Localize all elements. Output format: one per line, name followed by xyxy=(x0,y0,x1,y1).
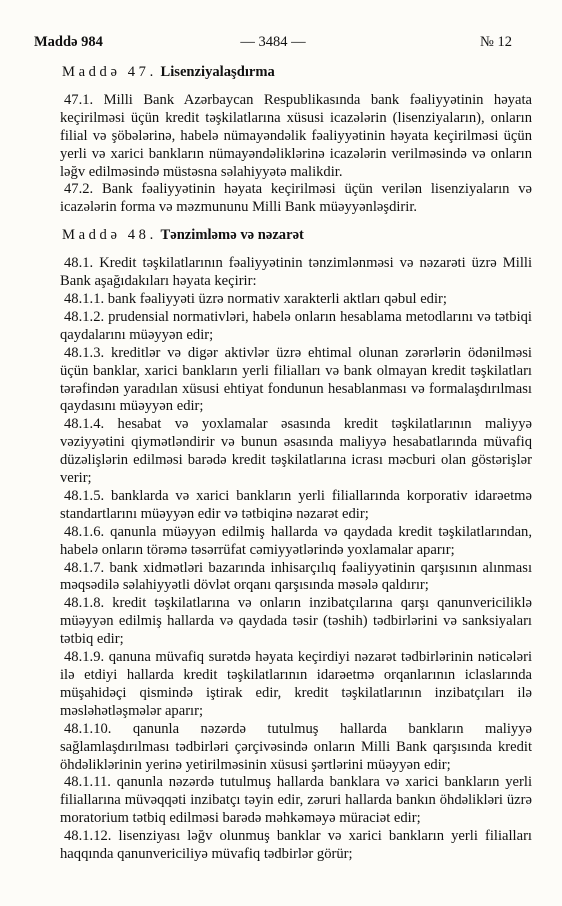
header-article-number: Maddə 984 xyxy=(34,34,103,50)
document-body xyxy=(60,64,532,864)
paragraph-48-1: 48.1. Kredit təşkilatlarının fəaliyyətinin tənzimlənməsi və nəzarəti üzrə Milli Bank aşağıdakıları həyata keçirir: xyxy=(60,255,532,290)
paragraph-48-1-9: 48.1.9. qanuna müvafiq surətdə həyata keçirdiyi nəzarət tədbirlərinin nəticələri ilə etdiyi hallarda kredit təşkilatlarının idarəetmə orqanlarının iclaslarında müşahidəçi qismində iştirak edir, kredit təşkilatlarının inzibatçıları ilə məsləhətləşmələr aparır; xyxy=(60,649,532,719)
paragraph-48-1-6: 48.1.6. qanunla müəyyən edilmiş hallarda və qaydada kredit təşkilatlarından, habelə onların törəmə təsərrüfat cəmiyyətlərində yoxlamalar aparır; xyxy=(60,523,532,558)
paragraph-48-1-4: 48.1.4. hesabat və yoxlamalar əsasında kredit təşkilatlarının maliyyə vəziyyətini qiymətləndirir və bunun əsasında maliyyə hesabatlarında müvafiq düzəlişlərin edilməsi barədə kredit təşkilatlarına icrası məcburi olan göstərişlər verir; xyxy=(60,416,532,487)
paragraph-47-1: 47.1. Milli Bank Azərbaycan Respublikasında bank fəaliyyətinin həyata keçirilməsi üçün kredit təşkilatlarına xüsusi icazələrin (lisenziyaların), onların filial və şöbələrinə, habelə nümayəndəlik fəaliyyətinin həyata keçirilməsi üçün yerli və xarici bankların nümayəndəliklərinə icazələrin verilməsində və onların ləğv edilməsində müstəsna səlahiyyətə malikdir. xyxy=(60,91,532,180)
paragraph-48-1-1: 48.1.1. bank fəaliyyəti üzrə normativ xarakterli aktları qəbul edir; xyxy=(64,290,447,307)
paragraph-48-1-3: 48.1.3. kreditlər və digər aktivlər üzrə ehtimal olunan zərərlərin ödənilməsi üçün banklar, xarici bankların yerli filialları və bank olmayan kredit təşkilatları tərəfindən yaradılan xüsusi ehtiyat fondunun hesablanması və formalaşdırılması qaydasını müəyyən edir; xyxy=(60,344,532,415)
paragraph-48-1-2: 48.1.2. prudensial normativləri, habelə onların hesablama metodlarını və tətbiqi qaydalarını müəyyən edir; xyxy=(60,308,532,343)
paragraph-48-1-10: 48.1.10. qanunla nəzərdə tutulmuş hallarda bankların maliyyə sağlamlaşdırılması tədbirləri çərçivəsində onların Milli Bank qarşısında kredit öhdəliklərinin yerinə yetirilməsinin xüsusi şərtlərini müəyyən edir; xyxy=(60,720,532,773)
paragraph-48-1-7: 48.1.7. bank xidmətləri bazarında inhisarçılıq fəaliyyətinin qarşısının alınması məqsədilə səlahiyyətli dövlət orqanı qarşısında məsələ qaldırır; xyxy=(60,559,532,594)
paragraph-47-2: 47.2. Bank fəaliyyətinin həyata keçirilməsi üçün verilən lisenziyaların və icazələrin forma və məzmununu Milli Bank müəyyənləşdirir. xyxy=(60,181,532,216)
article-48-heading xyxy=(60,227,532,245)
article-48-title: Tənzimləmə və nəzarət xyxy=(160,227,304,244)
article-47-label: Maddə 47. xyxy=(62,64,157,80)
article-47-heading xyxy=(60,64,532,82)
article-48-label: Maddə 48. xyxy=(62,227,157,244)
paragraph-48-1-5: 48.1.5. banklarda və xarici bankların yerli filiallarında korporativ idarəetmə standartlarını müəyyən edir və tətbiqinə nəzarət edir; xyxy=(60,487,532,522)
header-issue-number: № 12 xyxy=(480,34,512,50)
header-page-number: — 3484 — xyxy=(240,34,306,50)
page-header xyxy=(34,34,512,54)
article-47-title: Lisenziyalaşdırma xyxy=(160,64,275,80)
paragraph-48-1-12: 48.1.12. lisenziyası ləğv olunmuş banklar və xarici bankların yerli filialları haqqında qanunvericiliyə müvafiq tədbirlər görür; xyxy=(60,828,532,863)
paragraph-48-1-11: 48.1.11. qanunla nəzərdə tutulmuş hallarda banklara və xarici bankların yerli filiallarına müvəqqəti inzibatçı təyin edir, zəruri hallarda bankın öhdəlikləri üzrə moratorium tətbiq edilməsi barədə məhkəməyə müraciət edir; xyxy=(60,774,532,827)
paragraph-48-1-8: 48.1.8. kredit təşkilatlarına və onların inzibatçılarına qarşı qanunvericiliklə müəyyən edilmiş hallarda və qaydada təsir (təshih) tədbirlərini və sanksiyaları tətbiq edir; xyxy=(60,595,532,648)
